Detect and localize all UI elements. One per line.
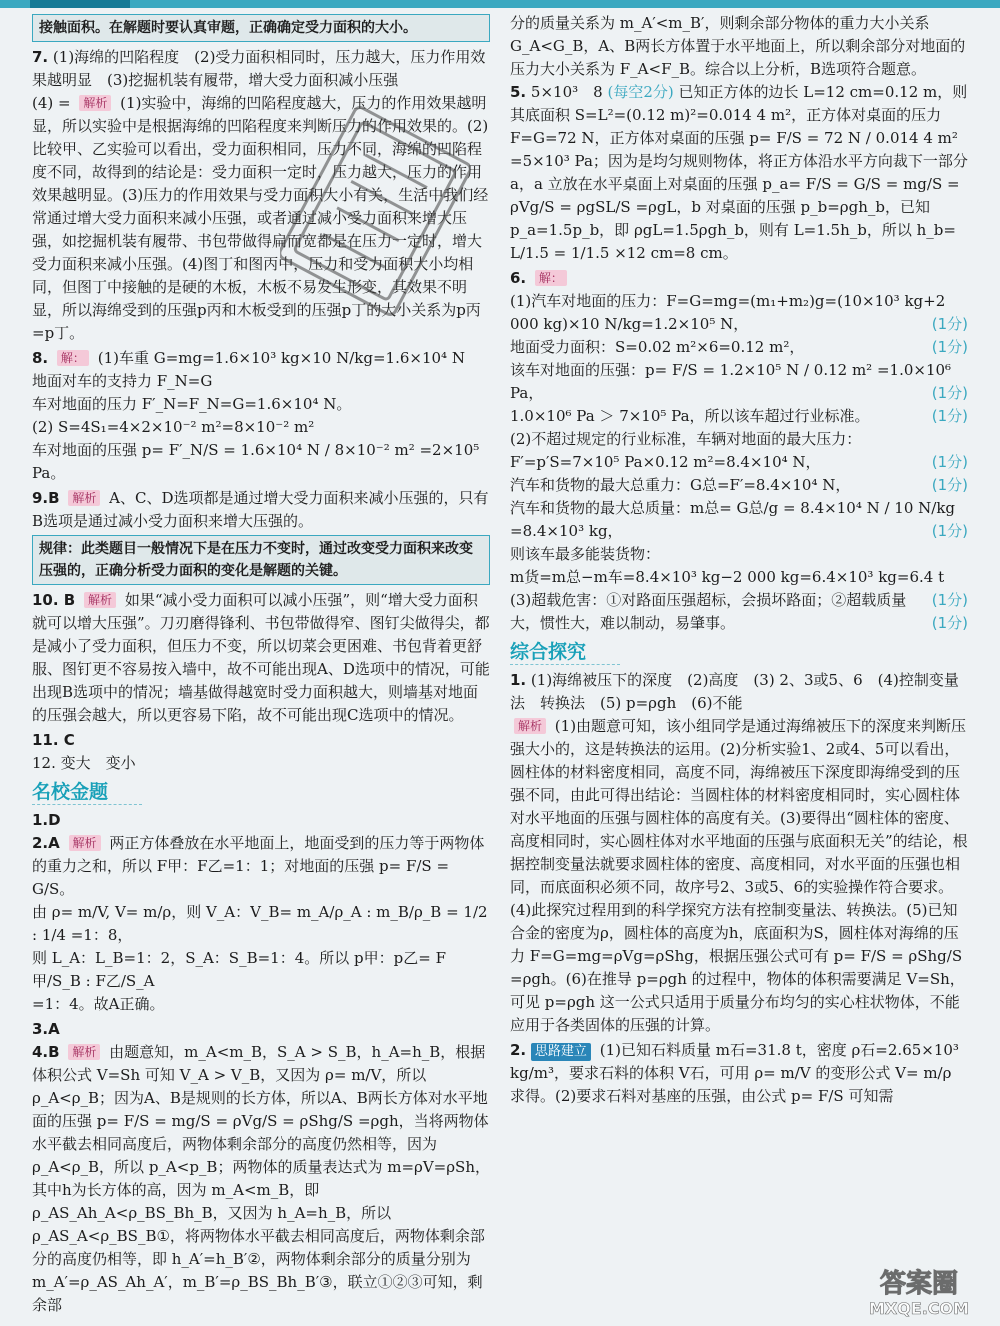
section-title: 名校金题 [32,781,142,805]
solution-step [510,290,968,336]
item-number: 10. B [32,591,76,609]
score-points: (1分) [931,453,968,471]
analysis-text: 已知正方体的边长 L=12 cm=0.12 m，则其底面积 S=L²=(0.12 m)²=0.014 4 m²，正方体对桌面的压力 F=G=72 N，正方体对桌面的压强 p= F/S = 72 N / 0.014 4 m² =5×10³ Pa；因为是均匀规则物体，将正方体沿水平方向裁下一部分 a，a 立放在水平桌面上对桌面的压强 p_a= F/S = G/S = mg/S = ρVg/S = ρgSL/S =ρgL，b 对桌面的压强 p_b=ρgh_b，已知 p_a=1.5p_b，即 ρgL=1.5ρgh_b，则有 L=1.5h_b，所以 h_b= L/1.5 = 1/1.5 ×12 cm=8 cm。 [510,83,968,262]
solution-step [510,589,968,635]
step-text: F′=p′S=7×10⁵ Pa×0.12 m²=8.4×10⁴ N， [510,453,821,471]
solution-step [510,543,968,566]
formula-line: 两正方体叠放在水平地面上，地面受到的压力等于两物体的重力之和，所以 F甲：F乙=1：1；对地面的压强 p= F/S = G/S。 [32,834,485,898]
score-points: (1分) [931,591,968,609]
item-number: 2. [510,1041,527,1059]
solution-step [510,405,968,428]
item-number: 4.B [32,1043,60,1061]
solution-tag: 解： [57,350,89,366]
watermark-url: MXQE.COM [868,1299,970,1318]
answer-t2 [510,1039,968,1108]
formula-line: 则 L_A：L_B=1：2，S_A：S_B=1：4。所以 p甲：p乙= F甲/S_B : F乙/S_A [32,949,446,990]
step-text: m货=m总−m车=8.4×10³ kg−2 000 kg=6.4×10³ kg=6.4 t [510,568,945,586]
step-text: 该车对地面的压强：p= F/S = 1.2×10⁵ N / 0.12 m² =1.0×10⁶ Pa， [510,361,952,402]
formula-line: (2) S=4S₁=4×2×10⁻² m²=8×10⁻² m² [32,418,315,436]
answer-text: (4) = [32,94,71,112]
item-number: 8. [32,349,49,367]
right-column [510,12,968,1110]
answer-g6 [510,267,968,635]
answer-10 [32,589,490,727]
answer-11: 11. C [32,731,75,749]
watermark-text: 答案圈 [879,1269,959,1299]
solution-step [510,497,968,543]
solution-step [510,336,968,359]
score-note: (每空2分) [607,83,674,101]
analysis-tag: 解析 [69,835,101,851]
analysis-tag: 解析 [68,1044,100,1060]
header-strip [0,0,1000,8]
solution-tag: 解： [535,270,567,286]
solution-step [510,474,968,497]
item-number: 7. [32,48,49,66]
step-text: 地面受力面积：S=0.02 m²×6=0.12 m²， [510,338,805,356]
solution-step [510,451,968,474]
item-number: 1. [510,671,527,689]
answer-head: 5×10³ 8 [530,83,603,101]
answer-g1: 1.D [32,811,61,829]
score-points: (1分) [931,315,968,333]
formula-line: (1)车重 G=mg=1.6×10³ kg×10 N/kg=1.6×10⁴ N [97,349,465,367]
answer-g4 [32,1041,490,1317]
answer-12: 12. 变大 变小 [32,754,136,772]
seal-stamp [280,96,470,326]
analysis-text: (1)由题意可知，该小组同学是通过海绵被压下的深度来判断压强大小的，这是转换法的运用。(2)分析实验1、2或4、5可以看出，圆柱体的材料密度相同，高度不同，海绵被压下深度即海绵受到的压强不同，由此可得出结论：当圆柱体的材料密度相同时，实心圆柱体对水平地面的压强与圆柱体的高度有关。(3)要得出“圆柱体的密度、高度相同时，实心圆柱体对水平地面的压强与底面积无关”的结论，根据控制变量法就要求圆柱体的密度、高度相同，对水平面的压强也相同，而底面积必须不同，故序号2、3或5、6的实验操作符合要求。(4)此探究过程用到的科学探究方法有控制变量法、转换法。(5)已知合金的密度为ρ，圆柱体的高度为h，底面积为S，圆柱体对海绵的压力 F=G=mg=ρVg=ρShg，根据压强公式可有 p= F/S = ρShg/S =ρgh。(6)在推导 p=ρgh 的过程中，物体的体积需要满足 V=Sh，可见 p=ρgh 这一公式只适用于质量分布均匀的实心柱状物体，不能应用于各类固体的压强的计算。 [510,717,968,1034]
score-points: (1分) [931,407,968,425]
item-number: 9.B [32,489,60,507]
answer-g2 [32,832,490,1016]
score-points: (1分) [931,522,968,540]
step-text: 则该车最多能装货物： [510,545,661,563]
item-number: 2.A [32,834,60,852]
analysis-tag: 解析 [514,718,546,734]
solution-steps [510,290,968,635]
step-text: 1.0×10⁶ Pa ＞ 7×10⁵ Pa，所以该车超过行业标准。 [510,407,870,425]
step-text: (3)超载危害：①对路面压强超标，会损坏路面；②超载质量大，惯性大，难以制动，易肇事。 [510,591,907,632]
answer-g5 [510,81,968,265]
analysis-text: (1) [120,94,142,112]
score-points: (1分) [931,384,968,402]
item-number: 6. [510,269,527,287]
analysis-tag: 解析 [68,490,100,506]
item-number: 5. [510,83,527,101]
formula-line: 地面对车的支持力 F_N=G [32,372,213,390]
watermark-logo [844,1262,994,1320]
header-tag [30,0,130,8]
answer-text: (1)海绵的凹陷程度 (2)受力面积相同时，压力越大，压力作用效果越明显 (3)挖掘机装有履带，增大受力面积减小压强 [32,48,486,89]
idea-tag: 思路建立 [531,1043,591,1061]
answer-head: (1)海绵被压下的深度 (2)高度 (3) 2、3或5、6 (4)控制变量法 转换法 (5) p=ρgh (6)不能 [510,671,959,712]
analysis-text: 如果“减小受力面积可以减小压强”，则“增大受力面积就可以增大压强”。刀刃磨得锋利、书包带做得窄、图钉尖做得尖，都是减小了受力面积，但压力不变，所以切菜会更困难、书包背着更舒服、图钉更不容易按入墙中，故不可能出现A、D选项中的情况，可能出现B选项中的情况；墙基做得越宽时受力面积越大，则墙基对地面的压强会越大，所以更容易下陷，故不可能出现C选项中的情况。 [32,591,490,724]
answer-9 [32,487,490,533]
step-text: (2)不超过规定的行业标准，车辆对地面的最大压力： [510,430,862,448]
answer-g3: 3.A [32,1020,60,1038]
solution-step [510,428,968,451]
analysis-text: (1)已知石料质量 m石=31.8 t，密度 ρ石=2.65×10³ kg/m³，要求石料的体积 V石，可用 ρ= m/V 的变形公式 V= m/ρ 求得。(2)要求石料对基座的压强，由公式 p= F/S 可知需 [510,1041,959,1105]
score-points: (1分) [931,614,968,632]
answer-8 [32,347,490,485]
score-points: (1分) [931,476,968,494]
section-title: 综合探究 [510,641,620,665]
analysis-text: 由题意知，m_A<m_B，S_A > S_B，h_A=h_B，根据体积公式 V=Sh 可知 V_A > V_B，又因为 ρ= m/V，所以 ρ_A<ρ_B；因为A、B是规则的长方体，所以A、B两长方体对水平地面的压强 p= F/S = mg/S = ρVg/S = ρShg/S =ρgh，当将两物体水平截去相同高度后，两物体剩余部分的高度仍然相等，因为 ρ_A<ρ_B，所以 p_A<p_B；两物体的质量表达式为 m=ρV=ρSh，其中h为长方体的高，因为 m_A<m_B，即 ρ_AS_Ah_A<ρ_BS_Bh_B，又因为 h_A=h_B，所以 ρ_AS_A<ρ_BS_B①，将两物体水平截去相同高度后，两物体剩余部分的高度仍相等，即 h_A′=h_B′②，两物体剩余部分的质量分别为 m_A′=ρ_AS_Ah_A′，m_B′=ρ_BS_Bh_B′③，联立①②③可知，剩余部 [32,1043,490,1314]
answer-t1 [510,669,968,1037]
analysis-tag: 解析 [79,95,111,111]
tip-box: 接触面积。在解题时要认真审题，正确确定受力面积的大小。 [32,14,490,42]
solution-step [510,359,968,405]
analysis-text: 实验中，海绵的凹陷程度越大，压力的作用效果越明显，所以实验中是根据海绵的凹陷程度来判断压力的作用效果的。(2)比较甲、乙实验可以看出，受力面积相同，压力不同，海绵的凹陷程度不同，故得到的结论是：受力面积一定时，压力越大，压力的作用效果越明显。(3)压力的作用效果与受力面积大小有关，生活中我们经常通过增大受力面积来减小压强，或者通过减小受力面积来增大压强，如挖掘机装有履带、书包带做得扁而宽都是在压力一定时，增大受力面积来减小压强。(4)图丁和图丙中，压力和受力面积大小均相同，但图丁中接触的是硬的木板，木板不易发生形变，其效果不明显，所以海绵受到的压强p丙和木板受到的压强p丁的大小关系为p丙=p丁。 [32,94,489,342]
step-text: (1)汽车对地面的压力：F=G=mg=(m₁+m₂)g=(10×10³ kg+2 000 kg)×10 N/kg=1.2×10⁵ N， [510,292,946,333]
formula-line: 车对地面的压力 F′_N=F_N=G=1.6×10⁴ N。 [32,395,352,413]
continued-text: 分的质量关系为 m_A′<m_B′，则剩余部分物体的重力大小关系 G_A<G_B，A、B两长方体置于水平地面上，所以剩余部分对地面的压力大小关系为 F_A<F_B。综合以上分析，B选项符合题意。 [510,14,966,78]
score-points: (1分) [931,338,968,356]
solution-step [510,566,968,609]
formula-line: 车对地面的压强 p= F′_N/S = 1.6×10⁴ N / 8×10⁻² m² =2×10⁵ Pa。 [32,441,480,482]
step-text: 汽车和货物的最大总重力：G总=F′=8.4×10⁴ N， [510,476,851,494]
formula-line: 由 ρ= m/V, V= m/ρ，则 V_A：V_B= m_A/ρ_A : m_B/ρ_B = 1/2 : 1/4 =1：8， [32,903,488,944]
formula-line: =1：4。故A正确。 [32,995,165,1013]
step-text: 汽车和货物的最大总质量：m总= G总/g = 8.4×10⁴ N / 10 N/kg =8.4×10³ kg， [510,499,956,540]
rule-box: 规律：此类题目一般情况下是在压力不变时，通过改变受力面积来改变压强的，正确分析受力面积的变化是解题的关键。 [32,535,490,585]
analysis-tag: 解析 [84,592,116,608]
analysis-text: A、C、D选项都是通过增大受力面积来减小压强的，只有B选项是通过减小受力面积来增大压强的。 [32,489,489,530]
